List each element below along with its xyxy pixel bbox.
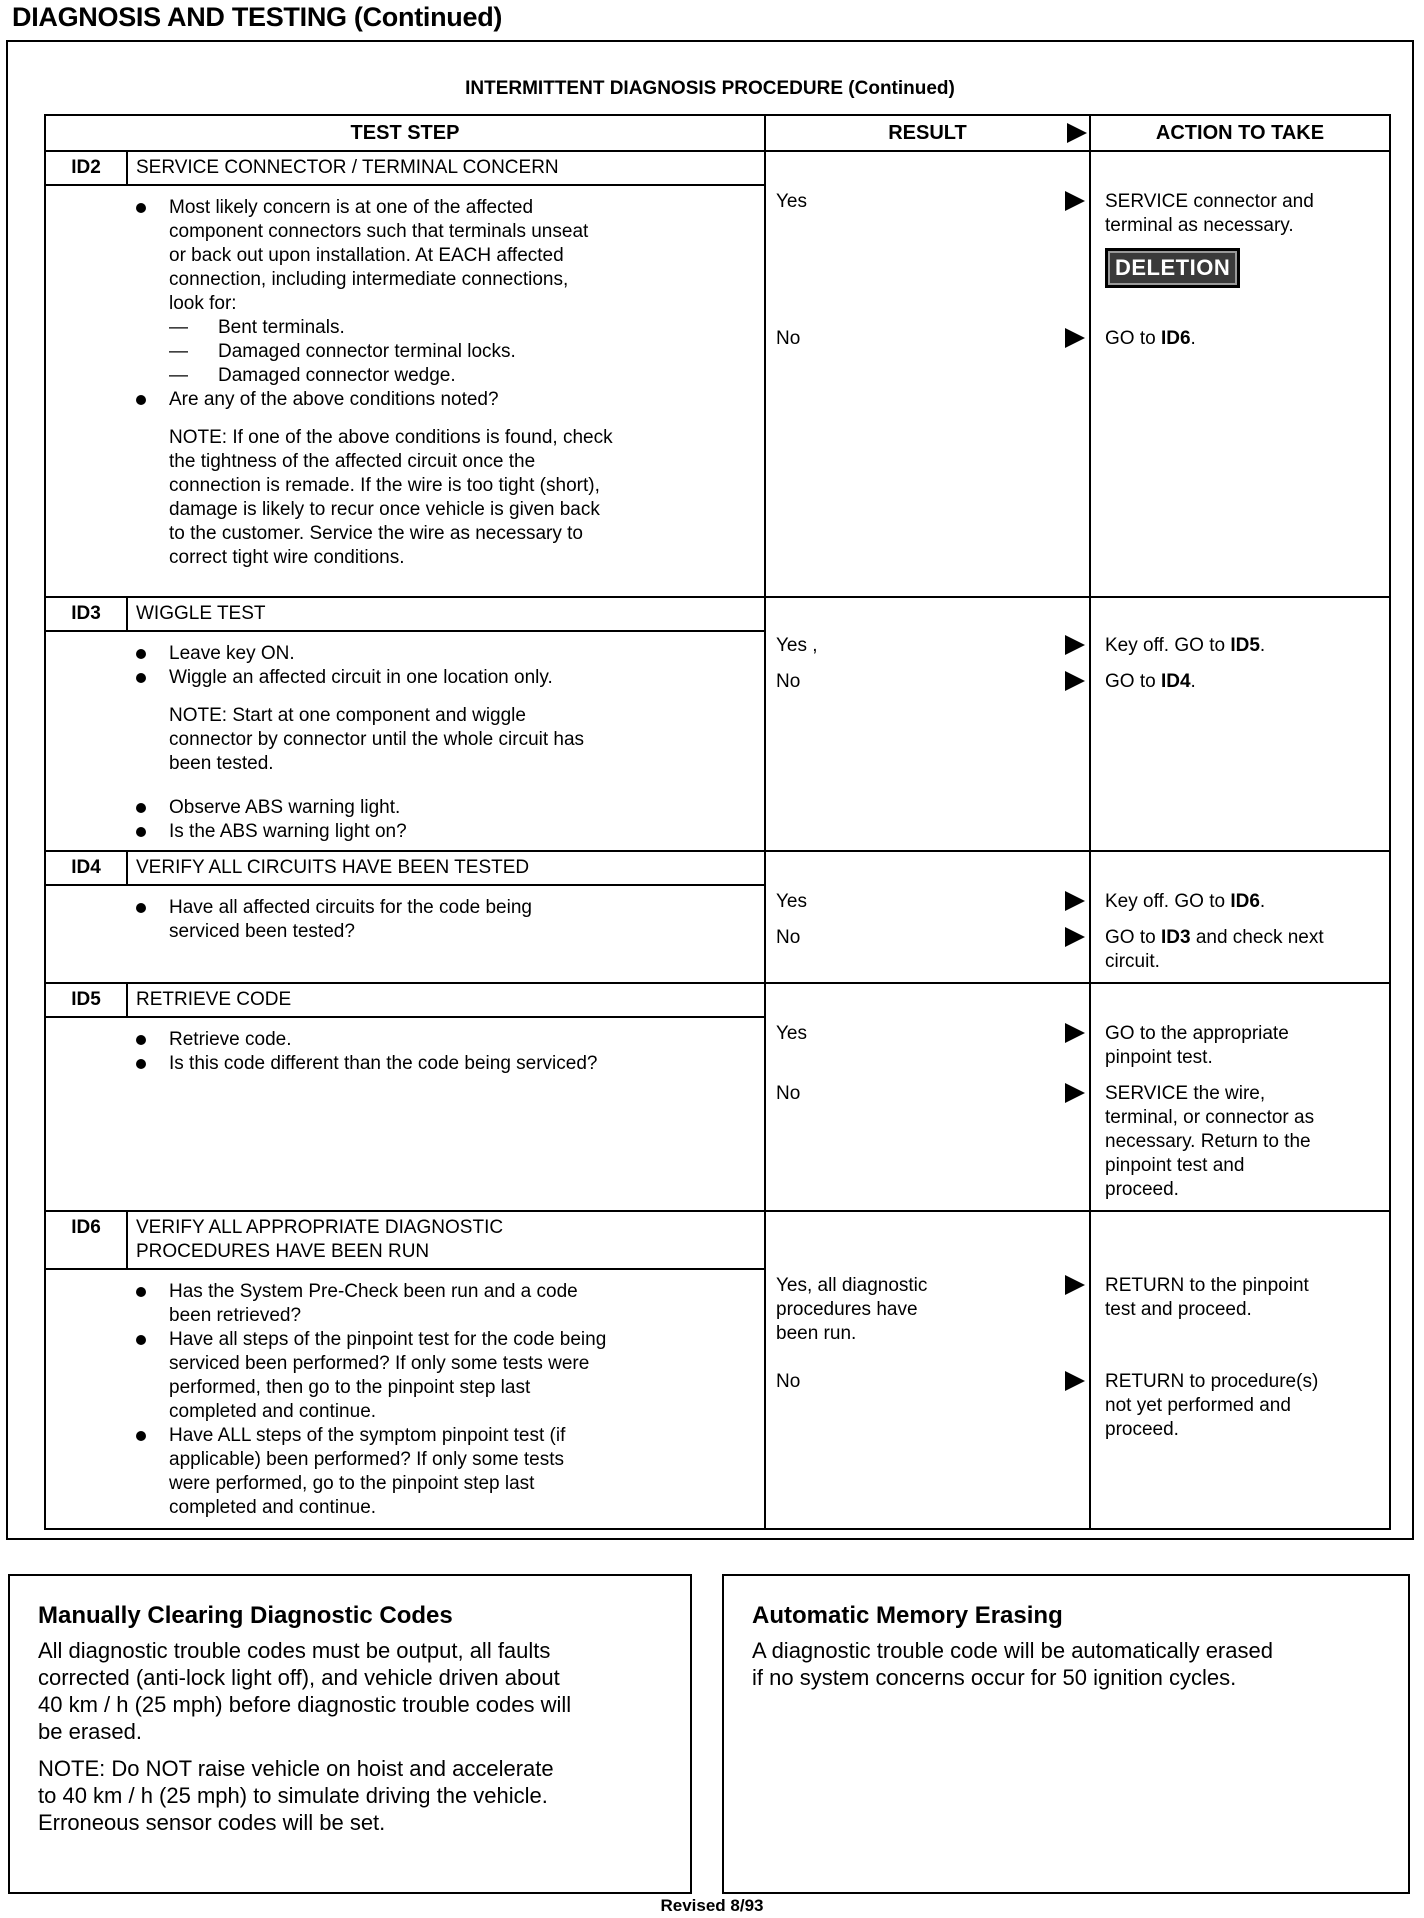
action-text: and check next [1190, 927, 1324, 948]
text-line: pinpoint test and [1105, 1155, 1245, 1176]
text-line: Most likely concern is at one of the affected [169, 197, 534, 218]
page-title: DIAGNOSIS AND TESTING (Continued) [12, 2, 503, 32]
text-line: applicable) been performed? If only some tests [169, 1449, 564, 1470]
result-no [776, 1370, 1085, 1394]
result-label: procedures have [776, 1299, 918, 1320]
action-text: GO to [1105, 671, 1161, 692]
bullet-item: Leave key ON. [132, 642, 754, 666]
text-line: completed and continue. [169, 1497, 377, 1518]
step-id: ID2 [46, 152, 128, 184]
action-text: Key off. GO to [1105, 891, 1231, 912]
step-row-id2 [45, 151, 1390, 597]
text-line: to the customer. Service the wire as necessary to [169, 523, 583, 544]
note-text [132, 704, 754, 776]
arrow-icon [1065, 635, 1085, 655]
result-cell-id5 [765, 983, 1090, 1211]
step-title [128, 1212, 764, 1268]
dash-item [132, 340, 754, 364]
text-line: test and proceed. [1105, 1299, 1252, 1320]
arrow-icon [1067, 123, 1087, 143]
action-cell-id4 [1090, 851, 1390, 983]
text-line: if no system concerns occur for 50 ignition cycles. [752, 1665, 1237, 1690]
step-row-id6 [45, 1211, 1390, 1529]
step-cell-id2 [45, 151, 765, 597]
step-cell-id4 [45, 851, 765, 983]
result-no [776, 926, 1085, 950]
step-id: ID6 [46, 1212, 128, 1268]
bullet-item: Observe ABS warning light. [132, 796, 754, 820]
bullet-item: Are any of the above conditions noted? [132, 388, 754, 412]
action-text: GO to [1105, 927, 1161, 948]
result-label: Yes, all diagnostic [776, 1275, 928, 1296]
step-id: ID5 [46, 984, 128, 1016]
action-yes [1105, 890, 1383, 914]
result-no [776, 670, 1085, 694]
action-cell-id5 [1090, 983, 1390, 1211]
text-line: Has the System Pre-Check been run and a code [169, 1281, 578, 1302]
action-text: . [1259, 635, 1266, 656]
action-no [1105, 1370, 1383, 1442]
action-yes [1105, 190, 1383, 288]
step-link: ID6 [1230, 891, 1260, 912]
table-header-row [45, 115, 1390, 151]
arrow-icon [1065, 891, 1085, 911]
text-line: connection is remade. If the wire is too tight (short), [169, 475, 600, 496]
result-label: No [776, 927, 801, 948]
text-line: VERIFY ALL APPROPRIATE DIAGNOSTIC [136, 1217, 504, 1238]
header-result-label: RESULT [888, 122, 967, 144]
action-no [1105, 926, 1383, 974]
text-line: terminal, or connector as [1105, 1107, 1315, 1128]
text-line: NOTE: Do NOT raise vehicle on hoist and accelerate [38, 1756, 554, 1781]
result-cell-id4 [765, 851, 1090, 983]
header-action: ACTION TO TAKE [1090, 115, 1390, 151]
arrow-icon [1065, 1371, 1085, 1391]
text-line: be erased. [38, 1719, 142, 1744]
result-label: No [776, 1083, 801, 1104]
bullet-item [132, 1424, 754, 1520]
text-line: SERVICE the wire, [1105, 1083, 1266, 1104]
text-line: 40 km / h (25 mph) before diagnostic trouble codes will [38, 1692, 572, 1717]
result-label: Yes [776, 891, 807, 912]
dash-text: Bent terminals. [218, 317, 345, 338]
step-row-id3 [45, 597, 1390, 851]
step-row-id5 [45, 983, 1390, 1211]
result-label: Yes [776, 1023, 807, 1044]
result-label: been run. [776, 1323, 857, 1344]
text-line: to 40 km / h (25 mph) to simulate driving the vehicle. [38, 1783, 548, 1808]
result-yes [776, 190, 1085, 214]
text-line: or back out upon installation. At EACH affected [169, 245, 564, 266]
text-line: connector by connector until the whole circuit has [169, 729, 585, 750]
text-line: All diagnostic trouble codes must be output, all faults [38, 1638, 551, 1663]
step-id: ID3 [46, 598, 128, 630]
result-cell-id2 [765, 151, 1090, 597]
step-link: ID3 [1160, 927, 1191, 948]
action-yes [1105, 1022, 1383, 1070]
text-line: Have all affected circuits for the code being [169, 897, 532, 918]
result-label: No [776, 328, 801, 349]
text-line: Have ALL steps of the symptom pinpoint test (if [169, 1425, 566, 1446]
action-text: . [1190, 328, 1196, 349]
step-title: VERIFY ALL CIRCUITS HAVE BEEN TESTED [136, 857, 530, 878]
result-label: No [776, 671, 801, 692]
dash-mark: — [169, 317, 188, 338]
arrow-icon [1065, 328, 1085, 348]
note-text [132, 426, 754, 570]
automatic-erasing-box [722, 1574, 1410, 1894]
arrow-icon [1065, 671, 1085, 691]
action-text: GO to [1105, 328, 1161, 349]
arrow-icon [1065, 1083, 1085, 1103]
text-line: NOTE: Start at one component and wiggle [169, 705, 526, 726]
action-text: Key off. GO to [1105, 635, 1231, 656]
action-yes [1105, 1274, 1383, 1322]
text-line: terminal as necessary. [1105, 215, 1294, 236]
step-link: ID6 [1160, 328, 1191, 349]
action-cell-id2 [1090, 151, 1390, 597]
text-line: necessary. Return to the [1105, 1131, 1311, 1152]
text-line: proceed. [1105, 1419, 1179, 1440]
revision-footer: Revised 8/93 [660, 1896, 764, 1915]
box-note [38, 1755, 660, 1836]
text-line: A diagnostic trouble code will be automatically erased [752, 1638, 1273, 1663]
manual-clearing-box [8, 1574, 692, 1894]
procedure-frame [6, 40, 1414, 1540]
arrow-icon [1065, 1275, 1085, 1295]
box-title: Automatic Memory Erasing [752, 1602, 1063, 1629]
text-line: were performed, go to the pinpoint step last [169, 1473, 535, 1494]
bullet-item [132, 1280, 754, 1328]
box-title: Manually Clearing Diagnostic Codes [38, 1602, 453, 1629]
dash-mark: — [169, 365, 188, 386]
text-line: circuit. [1105, 951, 1160, 972]
text-line: PROCEDURES HAVE BEEN RUN [136, 1241, 430, 1262]
action-no [1105, 1082, 1383, 1202]
arrow-icon [1065, 927, 1085, 947]
dash-text: Damaged connector terminal locks. [218, 341, 516, 362]
action-yes [1105, 634, 1383, 658]
result-no [776, 327, 1085, 351]
result-yes [776, 1274, 1085, 1346]
text-line: corrected (anti-lock light off), and vehicle driven about [38, 1665, 560, 1690]
dash-text: Damaged connector wedge. [218, 365, 456, 386]
box-paragraph [752, 1637, 1378, 1691]
result-no [776, 1082, 1085, 1106]
deletion-stamp: DELETION [1105, 248, 1240, 288]
step-title: SERVICE CONNECTOR / TERMINAL CONCERN [136, 157, 559, 178]
header-test-step: TEST STEP [45, 115, 765, 151]
arrow-icon [1065, 1023, 1085, 1043]
result-yes [776, 890, 1085, 914]
step-cell-id3 [45, 597, 765, 851]
text-line: completed and continue. [169, 1401, 377, 1422]
result-yes [776, 1022, 1085, 1046]
arrow-icon [1065, 191, 1085, 211]
action-text: . [1259, 891, 1266, 912]
action-no [1105, 327, 1383, 351]
text-line: proceed. [1105, 1179, 1179, 1200]
text-line: RETURN to procedure(s) [1105, 1371, 1319, 1392]
dash-mark: — [169, 341, 188, 362]
dash-item [132, 316, 754, 340]
action-no [1105, 670, 1383, 694]
dash-item [132, 364, 754, 388]
step-cell-id5 [45, 983, 765, 1211]
text-line: damage is likely to recur once vehicle is given back [169, 499, 600, 520]
step-link: ID5 [1230, 635, 1260, 656]
text-line: RETURN to the pinpoint [1105, 1275, 1309, 1296]
text-line: been tested. [169, 753, 274, 774]
result-label: Yes , [776, 635, 818, 656]
bullet-item: Wiggle an affected circuit in one location only. [132, 666, 754, 690]
action-text: . [1190, 671, 1196, 692]
text-line: performed, then go to the pinpoint step last [169, 1377, 531, 1398]
bullet-item: Is the ABS warning light on? [132, 820, 754, 844]
step-row-id4 [45, 851, 1390, 983]
text-line: Erroneous sensor codes will be set. [38, 1810, 386, 1835]
text-line: connection, including intermediate connections, [169, 269, 569, 290]
step-title: RETRIEVE CODE [136, 989, 292, 1010]
result-label: No [776, 1371, 801, 1392]
action-cell-id3 [1090, 597, 1390, 851]
text-line: pinpoint test. [1105, 1047, 1213, 1068]
text-line: Have all steps of the pinpoint test for the code being [169, 1329, 607, 1350]
text-line: NOTE: If one of the above conditions is found, check [169, 427, 613, 448]
text-line: the tightness of the affected circuit once the [169, 451, 536, 472]
text-line: correct tight wire conditions. [169, 547, 405, 568]
procedure-table [44, 114, 1391, 1530]
text-line: serviced been performed? If only some tests were [169, 1353, 590, 1374]
result-cell-id6 [765, 1211, 1090, 1529]
table-title: INTERMITTENT DIAGNOSIS PROCEDURE (Continued) [465, 78, 955, 99]
bullet-item [132, 896, 754, 944]
step-cell-id6 [45, 1211, 765, 1529]
text-line: not yet performed and [1105, 1395, 1291, 1416]
text-line: GO to the appropriate [1105, 1023, 1289, 1044]
result-cell-id3 [765, 597, 1090, 851]
result-label: Yes [776, 191, 807, 212]
action-cell-id6 [1090, 1211, 1390, 1529]
text-line: been retrieved? [169, 1305, 302, 1326]
bullet-item: Retrieve code. [132, 1028, 754, 1052]
result-yes [776, 634, 1085, 658]
bullet-item: Is this code different than the code being serviced? [132, 1052, 754, 1076]
step-title: WIGGLE TEST [136, 603, 266, 624]
text-line: look for: [169, 293, 237, 314]
text-line: SERVICE connector and [1105, 191, 1314, 212]
text-line: serviced been tested? [169, 921, 355, 942]
bullet-item [132, 1328, 754, 1424]
step-link: ID4 [1160, 671, 1191, 692]
step-id: ID4 [46, 852, 128, 884]
box-paragraph [38, 1637, 660, 1745]
bullet-item [132, 196, 754, 316]
text-line: component connectors such that terminals unseat [169, 221, 589, 242]
header-result [765, 115, 1090, 151]
